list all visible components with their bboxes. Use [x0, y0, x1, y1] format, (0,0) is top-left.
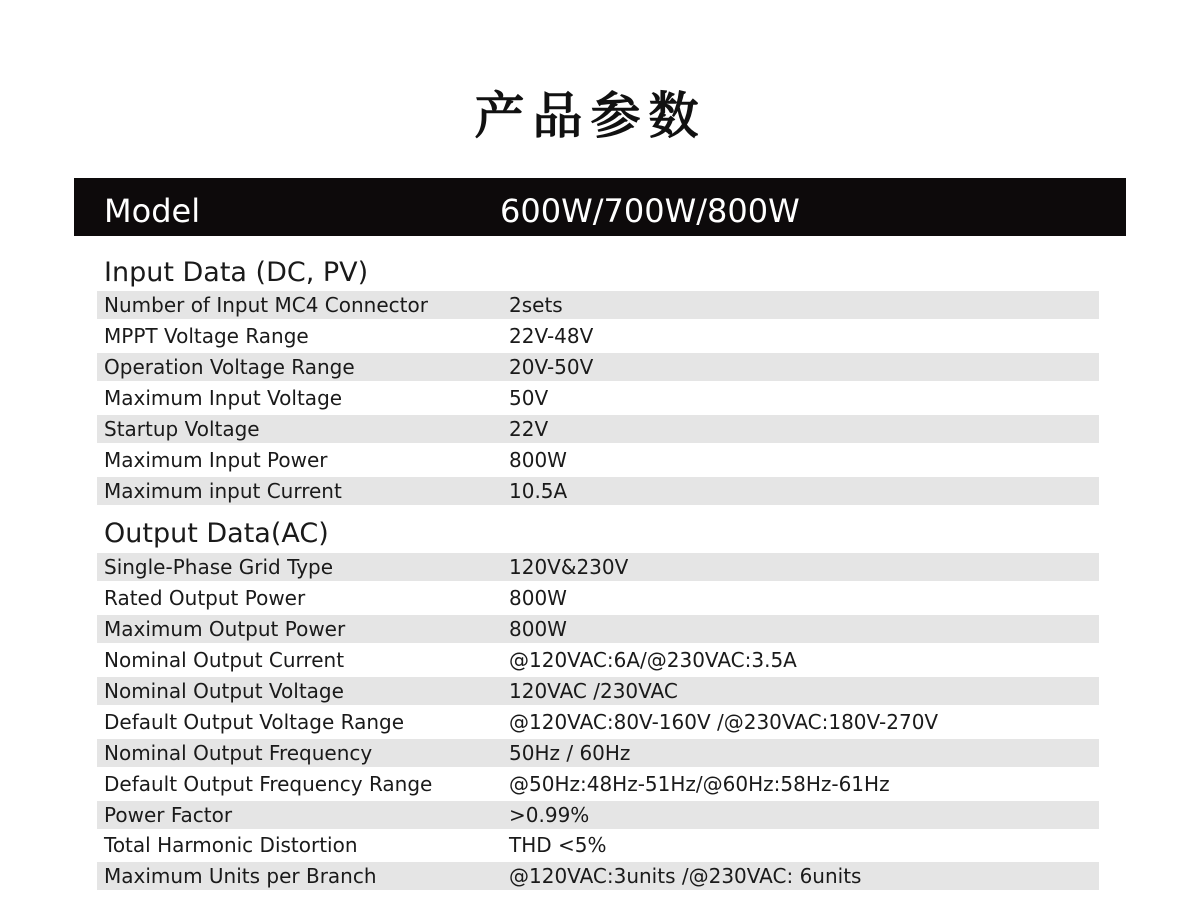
spec-value: 120VAC /230VAC: [509, 679, 678, 703]
spec-label: Number of Input MC4 Connector: [104, 293, 428, 317]
spec-value: 800W: [509, 586, 567, 610]
spec-label: Operation Voltage Range: [104, 355, 355, 379]
spec-label: Default Output Voltage Range: [104, 710, 405, 734]
spec-value: 50V: [509, 386, 549, 410]
spec-row: [97, 739, 1099, 767]
spec-value: 22V: [509, 417, 549, 441]
spec-value: 20V-50V: [509, 355, 594, 379]
spec-value: 800W: [509, 448, 567, 472]
spec-value: @120VAC:80V-160V /@230VAC:180V-270V: [509, 710, 939, 734]
spec-label: Nominal Output Voltage: [104, 679, 344, 703]
spec-label: Maximum Output Power: [104, 617, 346, 641]
spec-value: @120VAC:6A/@230VAC:3.5A: [509, 648, 797, 672]
spec-value: @50Hz:48Hz-51Hz/@60Hz:58Hz-61Hz: [509, 772, 890, 796]
spec-value: 22V-48V: [509, 324, 594, 348]
spec-label: MPPT Voltage Range: [104, 324, 309, 348]
spec-label: Startup Voltage: [104, 417, 260, 441]
spec-row: [97, 801, 1099, 829]
model-label: Model: [104, 192, 201, 230]
spec-value: 10.5A: [509, 479, 568, 503]
spec-value: 800W: [509, 617, 567, 641]
spec-row: [97, 553, 1099, 581]
spec-label: Maximum input Current: [104, 479, 342, 503]
spec-label: Maximum Input Voltage: [104, 386, 343, 410]
input-section-title: Input Data (DC, PV): [104, 257, 369, 288]
model-header-bar: [74, 178, 1126, 236]
spec-label: Nominal Output Current: [104, 648, 345, 672]
spec-value: THD <5%: [509, 833, 607, 857]
spec-label: Single-Phase Grid Type: [104, 555, 334, 579]
spec-label: Maximum Units per Branch: [104, 864, 377, 888]
spec-label: Default Output Frequency Range: [104, 772, 433, 796]
spec-label: Maximum Input Power: [104, 448, 328, 472]
spec-row: [97, 415, 1099, 443]
spec-value: 120V&230V: [509, 555, 629, 579]
spec-row: [97, 353, 1099, 381]
spec-label: Nominal Output Frequency: [104, 741, 373, 765]
spec-row: [97, 291, 1099, 319]
spec-row: [97, 677, 1099, 705]
spec-row: [97, 862, 1099, 890]
output-section-title: Output Data(AC): [104, 518, 329, 549]
spec-value: 2sets: [509, 293, 563, 317]
spec-row: [97, 477, 1099, 505]
spec-value: 50Hz / 60Hz: [509, 741, 631, 765]
spec-label: Power Factor: [104, 803, 233, 827]
spec-row: [97, 584, 1099, 612]
spec-label: Total Harmonic Distortion: [104, 833, 358, 857]
spec-row: [97, 831, 1099, 859]
spec-row: [97, 708, 1099, 736]
spec-value: >0.99%: [509, 803, 590, 827]
spec-label: Rated Output Power: [104, 586, 306, 610]
spec-row: [97, 770, 1099, 798]
spec-row: [97, 322, 1099, 350]
spec-row: [97, 646, 1099, 674]
model-value: 600W/700W/800W: [500, 192, 800, 230]
spec-row: [97, 384, 1099, 412]
spec-row: [97, 615, 1099, 643]
spec-value: @120VAC:3units /@230VAC: 6units: [509, 864, 862, 888]
spec-row: [97, 446, 1099, 474]
page-title: 产品参数: [474, 87, 707, 145]
